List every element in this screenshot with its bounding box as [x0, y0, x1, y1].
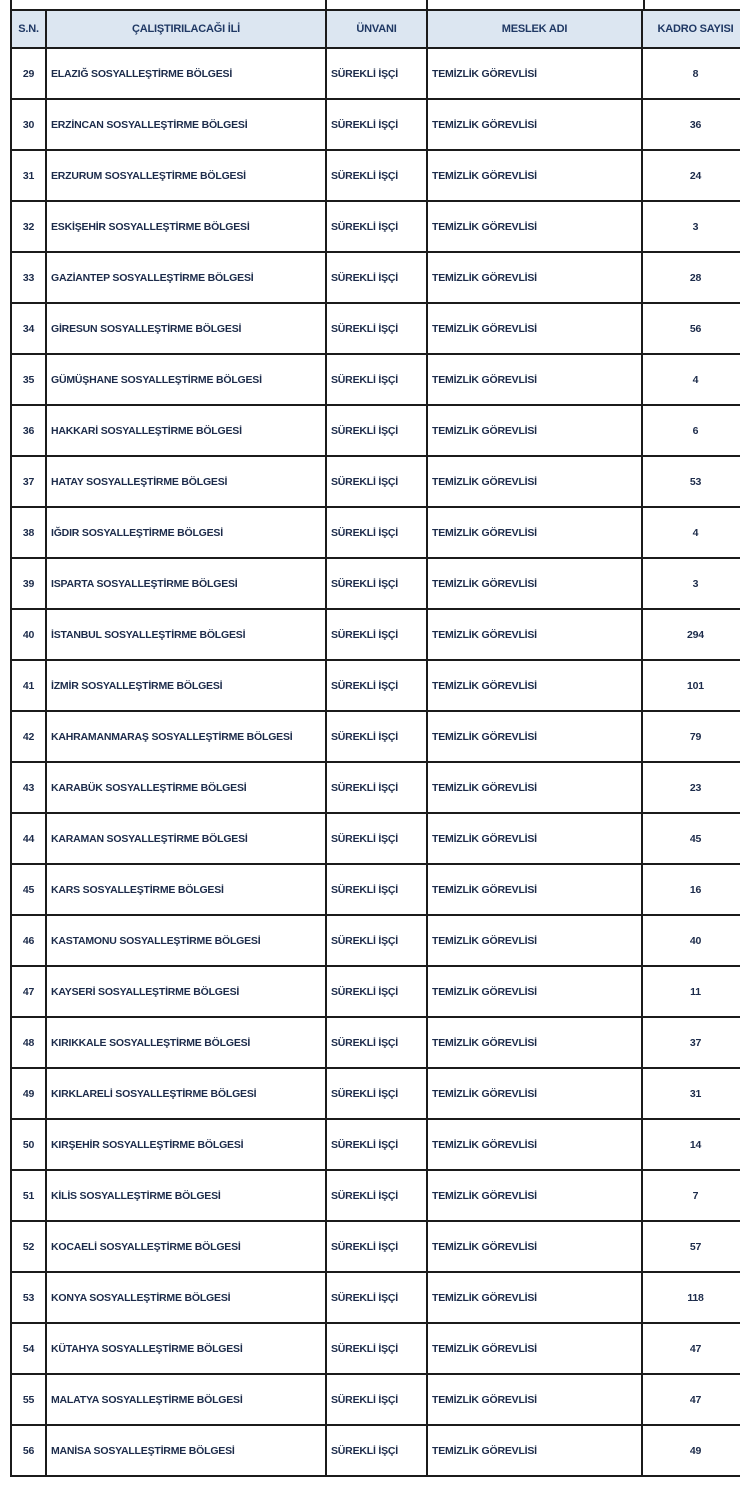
- cell-kadro: 7: [692, 1189, 699, 1202]
- cell-kadro: 294: [687, 628, 704, 641]
- cell-unvan: SÜREKLİ İŞÇİ: [327, 1018, 428, 1067]
- table-row: [12, 608, 740, 659]
- cell-il: KİLİS SOSYALLEŞTİRME BÖLGESİ: [47, 1171, 327, 1220]
- cell-sn: 45: [12, 865, 47, 914]
- cell-kadro: 37: [689, 1036, 702, 1049]
- cell-kadro: 28: [689, 271, 702, 284]
- table-row: [12, 1169, 740, 1220]
- cell-kadro: 4: [692, 373, 699, 386]
- staffing-table: [10, 9, 740, 1477]
- column-header-sn: S.N.: [12, 11, 47, 47]
- cell-il: İZMİR SOSYALLEŞTİRME BÖLGESİ: [47, 661, 327, 710]
- table-row: [12, 1067, 740, 1118]
- cell-meslek: TEMİZLİK GÖREVLİSİ: [428, 763, 643, 812]
- cell-meslek: TEMİZLİK GÖREVLİSİ: [428, 355, 643, 404]
- cell-meslek: TEMİZLİK GÖREVLİSİ: [428, 967, 643, 1016]
- cell-il: KARABÜK SOSYALLEŞTİRME BÖLGESİ: [47, 763, 327, 812]
- cell-sn: 53: [12, 1273, 47, 1322]
- table-header-row: [12, 11, 740, 47]
- cell-sn: 44: [12, 814, 47, 863]
- cell-unvan: SÜREKLİ İŞÇİ: [327, 916, 428, 965]
- top-border-stub: [10, 0, 12, 9]
- table-row: [12, 353, 740, 404]
- cell-sn: 43: [12, 763, 47, 812]
- top-border-stub: [426, 0, 428, 9]
- cell-meslek: TEMİZLİK GÖREVLİSİ: [428, 151, 643, 200]
- cell-il: GAZİANTEP SOSYALLEŞTİRME BÖLGESİ: [47, 253, 327, 302]
- table-row: [12, 200, 740, 251]
- cell-il: KAYSERİ SOSYALLEŞTİRME BÖLGESİ: [47, 967, 327, 1016]
- cell-sn: 29: [12, 49, 47, 98]
- cell-kadro: 57: [689, 1240, 702, 1253]
- table-row: [12, 506, 740, 557]
- cell-meslek: TEMİZLİK GÖREVLİSİ: [428, 1222, 643, 1271]
- cell-unvan: SÜREKLİ İŞÇİ: [327, 457, 428, 506]
- cell-meslek: TEMİZLİK GÖREVLİSİ: [428, 661, 643, 710]
- cell-kadro: 118: [687, 1291, 704, 1304]
- cell-meslek: TEMİZLİK GÖREVLİSİ: [428, 610, 643, 659]
- cell-meslek: TEMİZLİK GÖREVLİSİ: [428, 1018, 643, 1067]
- table-row: [12, 149, 740, 200]
- cell-il: KARS SOSYALLEŞTİRME BÖLGESİ: [47, 865, 327, 914]
- cell-il: İSTANBUL SOSYALLEŞTİRME BÖLGESİ: [47, 610, 327, 659]
- table-row: [12, 404, 740, 455]
- cell-kadro: 23: [689, 781, 702, 794]
- cell-meslek: TEMİZLİK GÖREVLİSİ: [428, 457, 643, 506]
- cell-kadro: 4: [692, 526, 699, 539]
- cell-il: IĞDIR SOSYALLEŞTİRME BÖLGESİ: [47, 508, 327, 557]
- cell-kadro: 40: [689, 934, 702, 947]
- cell-il: KASTAMONU SOSYALLEŞTİRME BÖLGESİ: [47, 916, 327, 965]
- cell-kadro: 47: [689, 1393, 702, 1406]
- cell-il: KOCAELİ SOSYALLEŞTİRME BÖLGESİ: [47, 1222, 327, 1271]
- table-row: [12, 1271, 740, 1322]
- cell-meslek: TEMİZLİK GÖREVLİSİ: [428, 406, 643, 455]
- table-row: [12, 1424, 740, 1475]
- table-row: [12, 863, 740, 914]
- cell-kadro: 3: [692, 577, 699, 590]
- table-row: [12, 251, 740, 302]
- cell-unvan: SÜREKLİ İŞÇİ: [327, 202, 428, 251]
- cell-kadro: 8: [692, 67, 699, 80]
- cell-kadro: 53: [689, 475, 702, 488]
- cell-unvan: SÜREKLİ İŞÇİ: [327, 355, 428, 404]
- top-border-stub: [643, 0, 645, 9]
- cell-kadro: 101: [687, 679, 704, 692]
- cell-meslek: TEMİZLİK GÖREVLİSİ: [428, 814, 643, 863]
- cell-sn: 55: [12, 1375, 47, 1424]
- cell-unvan: SÜREKLİ İŞÇİ: [327, 559, 428, 608]
- cell-kadro: 6: [692, 424, 699, 437]
- cell-unvan: SÜREKLİ İŞÇİ: [327, 1273, 428, 1322]
- cell-il: GÜMÜŞHANE SOSYALLEŞTİRME BÖLGESİ: [47, 355, 327, 404]
- cell-kadro: 31: [689, 1087, 702, 1100]
- cell-meslek: TEMİZLİK GÖREVLİSİ: [428, 49, 643, 98]
- cell-meslek: TEMİZLİK GÖREVLİSİ: [428, 304, 643, 353]
- cell-sn: 49: [12, 1069, 47, 1118]
- table-row: [12, 47, 740, 98]
- cell-sn: 38: [12, 508, 47, 557]
- cell-meslek: TEMİZLİK GÖREVLİSİ: [428, 1171, 643, 1220]
- cell-meslek: TEMİZLİK GÖREVLİSİ: [428, 865, 643, 914]
- table-row: [12, 1322, 740, 1373]
- cell-sn: 41: [12, 661, 47, 710]
- cell-unvan: SÜREKLİ İŞÇİ: [327, 100, 428, 149]
- cell-kadro: 14: [689, 1138, 702, 1151]
- cell-unvan: SÜREKLİ İŞÇİ: [327, 1069, 428, 1118]
- cell-sn: 36: [12, 406, 47, 455]
- cell-unvan: SÜREKLİ İŞÇİ: [327, 763, 428, 812]
- cell-sn: 34: [12, 304, 47, 353]
- cell-il: ERZİNCAN SOSYALLEŞTİRME BÖLGESİ: [47, 100, 327, 149]
- cell-sn: 40: [12, 610, 47, 659]
- cell-sn: 32: [12, 202, 47, 251]
- table-row: [12, 1118, 740, 1169]
- cell-unvan: SÜREKLİ İŞÇİ: [327, 1426, 428, 1475]
- cell-meslek: TEMİZLİK GÖREVLİSİ: [428, 253, 643, 302]
- cell-meslek: TEMİZLİK GÖREVLİSİ: [428, 1120, 643, 1169]
- cell-kadro: 45: [689, 832, 702, 845]
- cell-sn: 54: [12, 1324, 47, 1373]
- cell-sn: 42: [12, 712, 47, 761]
- table-row: [12, 914, 740, 965]
- table-row: [12, 1220, 740, 1271]
- cell-sn: 33: [12, 253, 47, 302]
- cell-unvan: SÜREKLİ İŞÇİ: [327, 508, 428, 557]
- cell-unvan: SÜREKLİ İŞÇİ: [327, 1120, 428, 1169]
- cell-il: KARAMAN SOSYALLEŞTİRME BÖLGESİ: [47, 814, 327, 863]
- cell-kadro: 49: [689, 1444, 702, 1457]
- cell-unvan: SÜREKLİ İŞÇİ: [327, 712, 428, 761]
- cell-il: KONYA SOSYALLEŞTİRME BÖLGESİ: [47, 1273, 327, 1322]
- cell-kadro: 16: [689, 883, 702, 896]
- cell-sn: 35: [12, 355, 47, 404]
- cell-il: MALATYA SOSYALLEŞTİRME BÖLGESİ: [47, 1375, 327, 1424]
- cell-il: HATAY SOSYALLEŞTİRME BÖLGESİ: [47, 457, 327, 506]
- table-row: [12, 710, 740, 761]
- table-row: [12, 1016, 740, 1067]
- cell-sn: 46: [12, 916, 47, 965]
- cell-sn: 51: [12, 1171, 47, 1220]
- cell-unvan: SÜREKLİ İŞÇİ: [327, 661, 428, 710]
- table-row: [12, 1373, 740, 1424]
- cell-unvan: SÜREKLİ İŞÇİ: [327, 49, 428, 98]
- cell-kadro: 24: [689, 169, 702, 182]
- cell-unvan: SÜREKLİ İŞÇİ: [327, 814, 428, 863]
- cell-unvan: SÜREKLİ İŞÇİ: [327, 1171, 428, 1220]
- cell-meslek: TEMİZLİK GÖREVLİSİ: [428, 712, 643, 761]
- cell-sn: 47: [12, 967, 47, 1016]
- column-header-kadro: KADRO SAYISI: [657, 23, 734, 35]
- cell-kadro: 79: [689, 730, 702, 743]
- table-row: [12, 302, 740, 353]
- cell-sn: 52: [12, 1222, 47, 1271]
- cell-il: KIRIKKALE SOSYALLEŞTİRME BÖLGESİ: [47, 1018, 327, 1067]
- cell-il: HAKKARİ SOSYALLEŞTİRME BÖLGESİ: [47, 406, 327, 455]
- column-header-meslek: MESLEK ADI: [428, 11, 643, 47]
- cell-unvan: SÜREKLİ İŞÇİ: [327, 151, 428, 200]
- table-body: [12, 47, 740, 1475]
- cell-il: KAHRAMANMARAŞ SOSYALLEŞTİRME BÖLGESİ: [47, 712, 327, 761]
- cell-unvan: SÜREKLİ İŞÇİ: [327, 1324, 428, 1373]
- cell-il: KIRKLARELİ SOSYALLEŞTİRME BÖLGESİ: [47, 1069, 327, 1118]
- cell-meslek: TEMİZLİK GÖREVLİSİ: [428, 1324, 643, 1373]
- column-header-unvan: ÜNVANI: [327, 11, 428, 47]
- cell-il: ERZURUM SOSYALLEŞTİRME BÖLGESİ: [47, 151, 327, 200]
- cell-unvan: SÜREKLİ İŞÇİ: [327, 1375, 428, 1424]
- cell-meslek: TEMİZLİK GÖREVLİSİ: [428, 1375, 643, 1424]
- table-row: [12, 965, 740, 1016]
- cell-meslek: TEMİZLİK GÖREVLİSİ: [428, 202, 643, 251]
- cell-unvan: SÜREKLİ İŞÇİ: [327, 967, 428, 1016]
- cell-meslek: TEMİZLİK GÖREVLİSİ: [428, 100, 643, 149]
- cell-il: GİRESUN SOSYALLEŞTİRME BÖLGESİ: [47, 304, 327, 353]
- cell-unvan: SÜREKLİ İŞÇİ: [327, 406, 428, 455]
- cell-il: MANİSA SOSYALLEŞTİRME BÖLGESİ: [47, 1426, 327, 1475]
- table-row: [12, 455, 740, 506]
- cell-unvan: SÜREKLİ İŞÇİ: [327, 1222, 428, 1271]
- table-row: [12, 557, 740, 608]
- cell-unvan: SÜREKLİ İŞÇİ: [327, 865, 428, 914]
- cell-kadro: 47: [689, 1342, 702, 1355]
- cell-il: ISPARTA SOSYALLEŞTİRME BÖLGESİ: [47, 559, 327, 608]
- table-row: [12, 659, 740, 710]
- table-row: [12, 98, 740, 149]
- cell-unvan: SÜREKLİ İŞÇİ: [327, 304, 428, 353]
- cell-meslek: TEMİZLİK GÖREVLİSİ: [428, 1273, 643, 1322]
- cell-meslek: TEMİZLİK GÖREVLİSİ: [428, 508, 643, 557]
- cell-sn: 31: [12, 151, 47, 200]
- table-row: [12, 761, 740, 812]
- cell-kadro: 3: [692, 220, 699, 233]
- cell-kadro: 56: [689, 322, 702, 335]
- cell-sn: 56: [12, 1426, 47, 1475]
- cell-unvan: SÜREKLİ İŞÇİ: [327, 253, 428, 302]
- cell-kadro: 11: [690, 985, 701, 998]
- cell-sn: 30: [12, 100, 47, 149]
- cell-sn: 37: [12, 457, 47, 506]
- cell-meslek: TEMİZLİK GÖREVLİSİ: [428, 916, 643, 965]
- cell-il: KÜTAHYA SOSYALLEŞTİRME BÖLGESİ: [47, 1324, 327, 1373]
- cell-kadro: 36: [689, 118, 702, 131]
- cell-il: ESKİŞEHİR SOSYALLEŞTİRME BÖLGESİ: [47, 202, 327, 251]
- cell-meslek: TEMİZLİK GÖREVLİSİ: [428, 1426, 643, 1475]
- top-border-stub: [325, 0, 327, 9]
- table-row: [12, 812, 740, 863]
- cell-sn: 48: [12, 1018, 47, 1067]
- cell-il: KIRŞEHİR SOSYALLEŞTİRME BÖLGESİ: [47, 1120, 327, 1169]
- cell-sn: 39: [12, 559, 47, 608]
- cell-il: ELAZIĞ SOSYALLEŞTİRME BÖLGESİ: [47, 49, 327, 98]
- column-header-il: ÇALIŞTIRILACAĞI İLİ: [47, 11, 327, 47]
- cell-sn: 50: [12, 1120, 47, 1169]
- cell-meslek: TEMİZLİK GÖREVLİSİ: [428, 559, 643, 608]
- cell-unvan: SÜREKLİ İŞÇİ: [327, 610, 428, 659]
- cell-meslek: TEMİZLİK GÖREVLİSİ: [428, 1069, 643, 1118]
